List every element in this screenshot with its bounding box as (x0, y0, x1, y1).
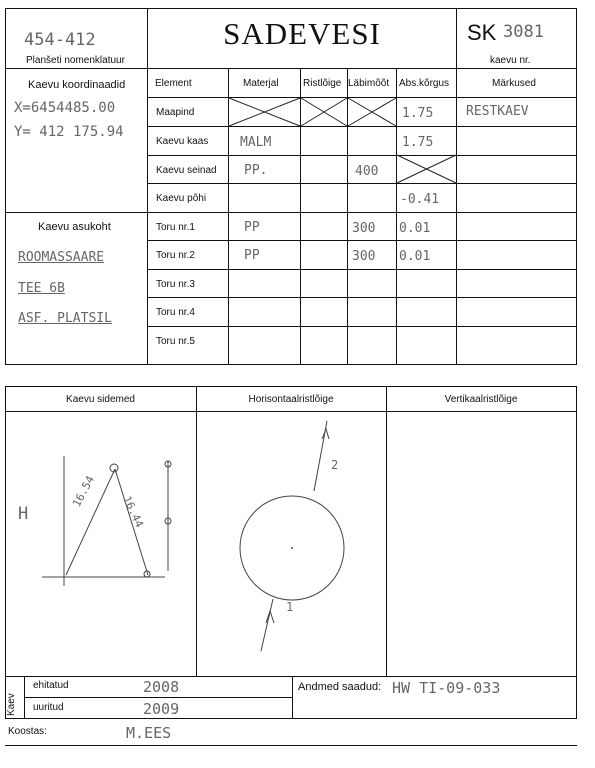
coord-x: X=6454485.00 (14, 100, 116, 116)
source-label: Andmed saadud: (298, 681, 382, 693)
material-toru2: PP (244, 248, 260, 263)
abs-toru1: 0.01 (399, 221, 431, 236)
surveyed-value: 2009 (143, 700, 180, 718)
nomenclature-value: 454-412 (24, 30, 96, 50)
diameter-toru2: 300 (352, 249, 376, 264)
sketch-col-horizontal: Horisontaalristlõige (248, 394, 334, 405)
diameter-toru1: 300 (352, 221, 376, 236)
surveyed-label: uuritud (33, 702, 64, 713)
well-side-label: Kaev (6, 693, 17, 716)
col-header-abs: Abs.kõrgus (399, 78, 450, 89)
row-element: Toru nr.4 (156, 307, 195, 318)
material-toru1: PP (244, 220, 260, 235)
notes-maapind: RESTKAEV (466, 104, 529, 119)
material-seinad: PP. (244, 163, 268, 178)
location-line-1: ROOMASSAARE (18, 250, 105, 265)
well-code: SK (467, 20, 497, 45)
source-value: HW TI-09-033 (392, 679, 501, 697)
row-element: Maapind (156, 107, 195, 118)
well-number: 3081 (503, 22, 544, 42)
built-label: ehitatud (33, 680, 69, 691)
row-element: Toru nr.5 (156, 336, 195, 347)
row-element: Toru nr.3 (156, 279, 195, 290)
sketch-col-vertical: Vertikaalristlõige (444, 394, 518, 405)
location-line-2: TEE 6B (18, 281, 65, 296)
location-line-3: ASF. PLATSIL (18, 311, 112, 326)
row-element: Kaevu seinad (156, 165, 217, 176)
row-element: Kaevu kaas (156, 136, 209, 147)
author-value: M.EES (126, 724, 172, 742)
ties-sketch (0, 411, 196, 676)
abs-kaas: 1.75 (402, 135, 434, 150)
distance-left: 16.54 (70, 473, 98, 510)
abs-pohi: -0.41 (400, 192, 440, 207)
material-kaas: MALM (240, 135, 272, 150)
row-element: Toru nr.1 (156, 222, 195, 233)
sketch-col-ties: Kaevu sidemed (66, 394, 135, 405)
row-element: Toru nr.2 (156, 250, 195, 261)
horizontal-section (196, 411, 386, 676)
coords-label: Kaevu koordinaadid (28, 79, 126, 91)
abs-maapind: 1.75 (402, 106, 434, 121)
col-header-notes: Märkused (492, 78, 536, 89)
author-label: Koostas: (8, 726, 47, 737)
diameter-seinad: 400 (355, 164, 379, 179)
pipe-1-label: 1 (286, 600, 294, 614)
abs-toru2: 0.01 (399, 249, 431, 264)
row-element: Kaevu põhi (156, 193, 207, 204)
coord-y: Y= 412 175.94 (14, 124, 124, 140)
built-value: 2008 (143, 678, 180, 696)
col-header-cross: Ristlõige (303, 78, 342, 89)
nomenclature-label: Planšeti nomenklatuur (26, 55, 125, 66)
col-header-material: Materjal (243, 78, 279, 89)
col-header-element: Element (155, 78, 192, 89)
well-number-label: kaevu nr. (490, 55, 531, 66)
location-label: Kaevu asukoht (38, 221, 111, 233)
h-label: H (18, 504, 29, 524)
document-title: SADEVESI (223, 16, 381, 51)
pipe-2-label: 2 (331, 458, 339, 472)
distance-right: 16.44 (120, 494, 146, 530)
col-header-diameter: Läbimõõt (348, 78, 390, 89)
